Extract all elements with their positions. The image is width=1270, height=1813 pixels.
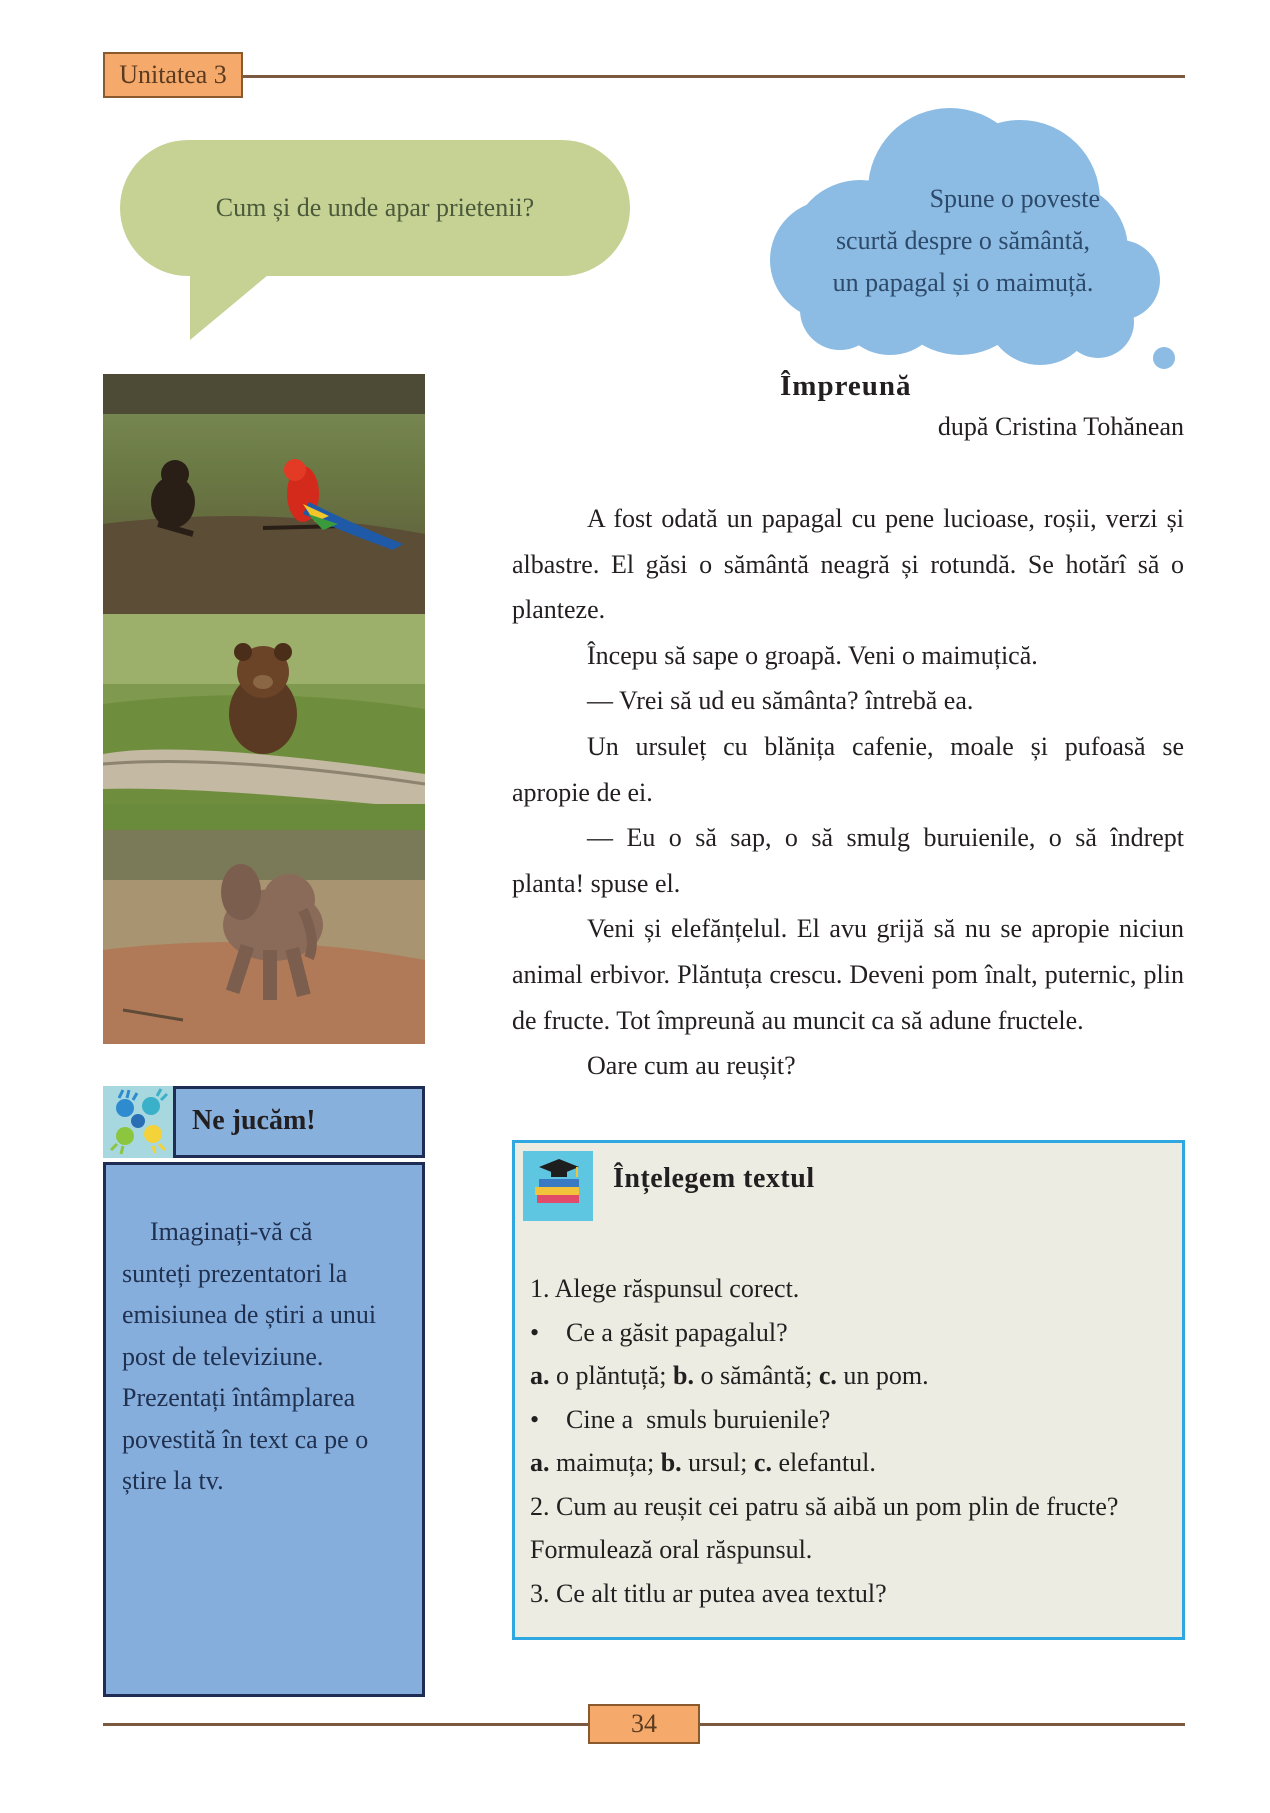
speech-bubble-text: Cum și de unde apar prietenii? — [120, 140, 630, 276]
unit-label: Unitatea 3 — [103, 52, 243, 98]
question-1: 1. Alege răspunsul corect. — [530, 1274, 800, 1303]
option-text: un pom. — [836, 1361, 929, 1390]
question-1a — [530, 1311, 1170, 1355]
question-3: 3. Ce alt titlu ar putea avea textul? — [530, 1578, 887, 1608]
monkey-and-parrot-photo — [103, 374, 425, 614]
story-paragraph: — Eu o să sap, o să smulg buruienile, o să îndrept planta! spuse el. — [512, 823, 1184, 898]
question-2: 2. Cum au reușit cei patru să aibă un pom plin de fructe? — [530, 1491, 1119, 1521]
play-line: emisiunea de știri a unui — [122, 1300, 377, 1329]
option-label: c. — [818, 1361, 837, 1390]
option-text: elefantul. — [771, 1448, 876, 1477]
story-paragraph: Oare cum au reușit? — [587, 1051, 796, 1081]
option-text: o plăntuță; — [549, 1361, 673, 1390]
thought-bubble — [760, 100, 1180, 380]
baby-elephant-photo — [103, 830, 425, 1044]
hands-icon — [103, 1086, 173, 1158]
answer-options-1a — [530, 1354, 1170, 1398]
answer-options-1b — [530, 1441, 1170, 1485]
thought-bubble-text — [818, 178, 1108, 304]
footer-divider-right — [700, 1723, 1185, 1726]
books-graduation-cap-icon — [523, 1151, 593, 1221]
option-label: a. — [530, 1448, 550, 1477]
play-line: Imaginați-vă că — [150, 1217, 313, 1246]
option-label: b. — [672, 1361, 694, 1390]
option-text: ursul; — [681, 1448, 754, 1477]
option-text: maimuța; — [549, 1448, 661, 1477]
story-paragraph: — Vrei să ud eu sământa? întrebă ea. — [587, 686, 974, 716]
thought-line: scurtă despre o sământă, — [835, 226, 1091, 255]
speech-bubble-tail — [190, 270, 274, 340]
play-line: povestită în text ca pe o — [122, 1424, 369, 1454]
comprehension-box — [512, 1140, 1185, 1640]
play-line: Prezentați întâmplarea — [122, 1383, 356, 1412]
play-section-title: Ne jucăm! — [173, 1086, 425, 1158]
play-line: sunteți prezentatori la — [122, 1258, 348, 1288]
story-paragraph: A fost odată un papagal cu pene lucioase, roșii, verzi și albastre. El găsi o sământă neagră și rotundă. Se hotărî să o planteze. — [512, 504, 1184, 625]
story-paragraph: Un ursuleț cu blănița cafenie, moale și pufoasă se apropie de ei. — [512, 731, 1184, 807]
thought-line: Spune o poveste — [929, 184, 1100, 213]
question-1a-text: Ce a găsit papagalul? — [566, 1317, 788, 1347]
question-list — [530, 1267, 1170, 1615]
bullet: • — [530, 1317, 540, 1347]
story-author: după Cristina Tohănean — [937, 412, 1184, 441]
play-section-body — [103, 1162, 425, 1697]
bear-cub-photo — [103, 614, 425, 830]
play-line: știre la tv. — [122, 1466, 224, 1495]
story-paragraph: Începu să sape o groapă. Veni o maimuțică. — [587, 640, 1038, 670]
comprehension-title: Înțelegem textul — [613, 1163, 815, 1194]
play-line: post de televiziune. — [122, 1341, 324, 1371]
story-title: Împreună — [780, 370, 912, 402]
option-label: b. — [660, 1448, 682, 1477]
page-number: 34 — [588, 1704, 700, 1744]
footer-divider-left — [103, 1723, 588, 1726]
thought-line: un papagal și o maimuță. — [832, 268, 1094, 297]
option-label: c. — [753, 1448, 772, 1477]
play-section-header — [103, 1086, 425, 1158]
question-1b — [530, 1398, 1170, 1442]
question-1b-text: Cine a smuls buruienile? — [566, 1404, 831, 1434]
option-label: a. — [530, 1361, 550, 1390]
story-paragraph: Veni și elefănțelul. El avu grijă să nu se apropie niciun animal erbivor. Plăntuța crescu. Deveni pom înalt, puternic, plin de fructe. Tot împreună au muncit ca să adune fructele. — [512, 914, 1184, 1035]
bullet: • — [530, 1404, 540, 1434]
story-text — [512, 496, 1184, 1089]
question-2-instruction: Formulează oral răspunsul. — [530, 1535, 813, 1564]
option-text: o sământă; — [693, 1361, 819, 1390]
header-divider — [243, 75, 1185, 78]
speech-bubble — [120, 140, 630, 340]
